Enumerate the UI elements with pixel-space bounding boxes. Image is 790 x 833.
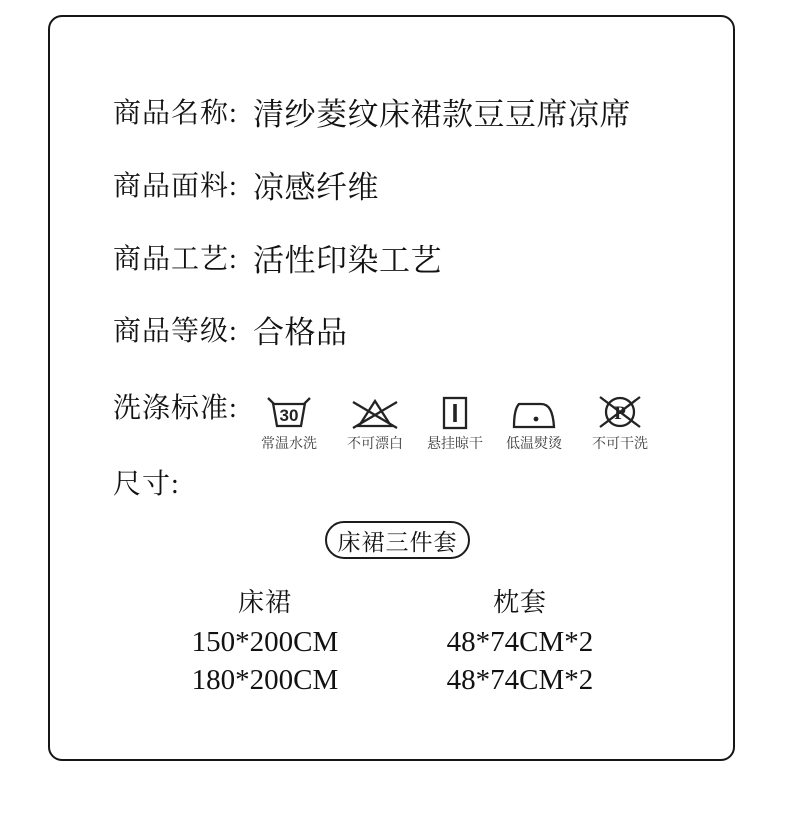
iron-low-temp-icon	[492, 389, 576, 430]
size-table-cell: 180*200CM	[191, 664, 339, 696]
wash-item-no-bleach	[333, 389, 417, 453]
hang-to-dry-icon	[413, 389, 497, 430]
wash-item-machine-wash	[247, 389, 331, 453]
wash-item-caption: 不可漂白	[347, 435, 403, 451]
wash-item-caption: 低温熨烫	[506, 435, 562, 451]
grade-value: 合格品	[253, 314, 348, 350]
product-name-value: 清纱菱纹床裙款豆豆席凉席	[253, 96, 631, 132]
craft-value: 活性印染工艺	[253, 242, 442, 278]
craft-label: 商品工艺:	[113, 244, 238, 275]
svg-text:P: P	[614, 403, 626, 424]
size-table-cell: 48*74CM*2	[446, 664, 594, 696]
wash-item-caption: 悬挂晾干	[427, 435, 483, 451]
spec-row-fabric	[113, 166, 379, 205]
machine-wash-30-icon	[247, 389, 331, 430]
spec-row-grade	[113, 311, 348, 350]
fabric-label: 商品面料:	[113, 171, 238, 202]
washing-standard-label: 洗涤标准:	[113, 393, 238, 424]
size-table-header-pillowcase: 枕套	[492, 588, 547, 617]
size-table-cell: 150*200CM	[191, 626, 339, 658]
wash-item-hang-dry	[413, 389, 497, 453]
grade-label: 商品等级:	[113, 316, 238, 347]
spec-row-craft	[113, 239, 442, 278]
do-not-bleach-icon	[333, 389, 417, 430]
size-table-cell: 48*74CM*2	[446, 626, 594, 658]
wash-item-caption: 不可干洗	[592, 435, 648, 451]
product-name-label: 商品名称:	[113, 98, 238, 129]
wash-item-iron-low	[492, 389, 576, 453]
size-label: 尺寸:	[113, 469, 180, 500]
wash-item-no-dry-clean	[578, 389, 662, 453]
svg-text:30: 30	[279, 406, 299, 425]
do-not-dry-clean-icon	[578, 389, 662, 430]
spec-row-product-name	[113, 93, 631, 132]
set-name-badge: 床裙三件套	[325, 521, 470, 559]
fabric-value: 凉感纤维	[253, 169, 379, 205]
size-table-header-bedskirt: 床裙	[237, 588, 292, 617]
wash-item-caption: 常温水洗	[261, 435, 317, 451]
